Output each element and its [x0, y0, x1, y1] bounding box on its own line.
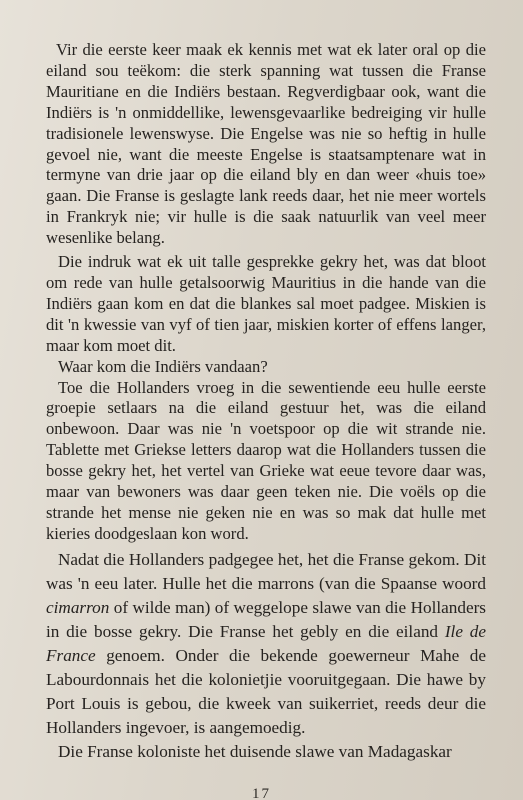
paragraph-5: Nadat die Hollanders padgegee het, het die Franse gekom. Dit was 'n eeu later. Hulle het die marrons (van die Spaanse woord cimarron of wilde man) of weggelope slawe van die Hollanders in die bosse gekry. Die Franse het gebly en die eiland Ile de France genoem. Onder die bekende goewerneur Mahe de Labourdonnais het die kolonietjie vooruitgegaan. Die hawe by Port Louis is gebou, die kweek van suikerriet, reeds deur die Hollanders ingevoer, is aangemoedig.	[46, 549, 486, 737]
paragraph-2: Die indruk wat ek uit talle gesprekke gekry het, was dat bloot om rede van hulle getalsoorwig Mauritius in die hande van die Indiërs gaan kom en dat die blankes sal moet padgee. Miskien is dit 'n kwessie van vyf of tien jaar, miskien korter of effens langer, maar kom moet dit.	[46, 252, 486, 355]
page-number: 17	[252, 786, 271, 800]
body-text	[46, 40, 486, 764]
paragraph-6: Die Franse koloniste het duisende slawe van Madagaskar	[58, 741, 452, 761]
paragraph-4: Toe die Hollanders vroeg in die sewentiende eeu hulle eerste groepie setlaars na die eiland gestuur het, was die eiland onbewoon. Daar was nie 'n voetspoor op die wit strande nie. Tablette met Griekse letters daarop wat die Hollanders tussen die bosse gekry het, het vertel van Grieke wat eeue tevore daar was, maar van bewoners was daar geen teken nie. Die voëls op die strande het mense nie geken nie en was so mak dat hulle met kieries doodgeslaan kon word.	[46, 377, 486, 543]
paragraph-1: Vir die eerste keer maak ek kennis met wat ek later oral op die eiland sou teëkom: die sterk spanning wat tussen die Franse Mauritiane en die Indiërs bestaan. Regverdigbaar ook, want die Indiërs is 'n onmiddellike, lewensgevaarlike bedreiging vir hulle tradisionele lewenswyse. Die Engelse was nie so heftig in hulle gevoel nie, want die meeste Engelse is staatsamptenare wat in termyne van drie jaar op die eiland bly en dan weer «huis toe» gaan. Die Franse is geslagte lank reeds daar, het nie meer wortels in Frankryk nie; vir hulle is die saak natuurlik van veel meer wesenlike belang.	[46, 40, 486, 248]
paragraph-3: Waar kom die Indiërs vandaan?	[58, 356, 268, 376]
